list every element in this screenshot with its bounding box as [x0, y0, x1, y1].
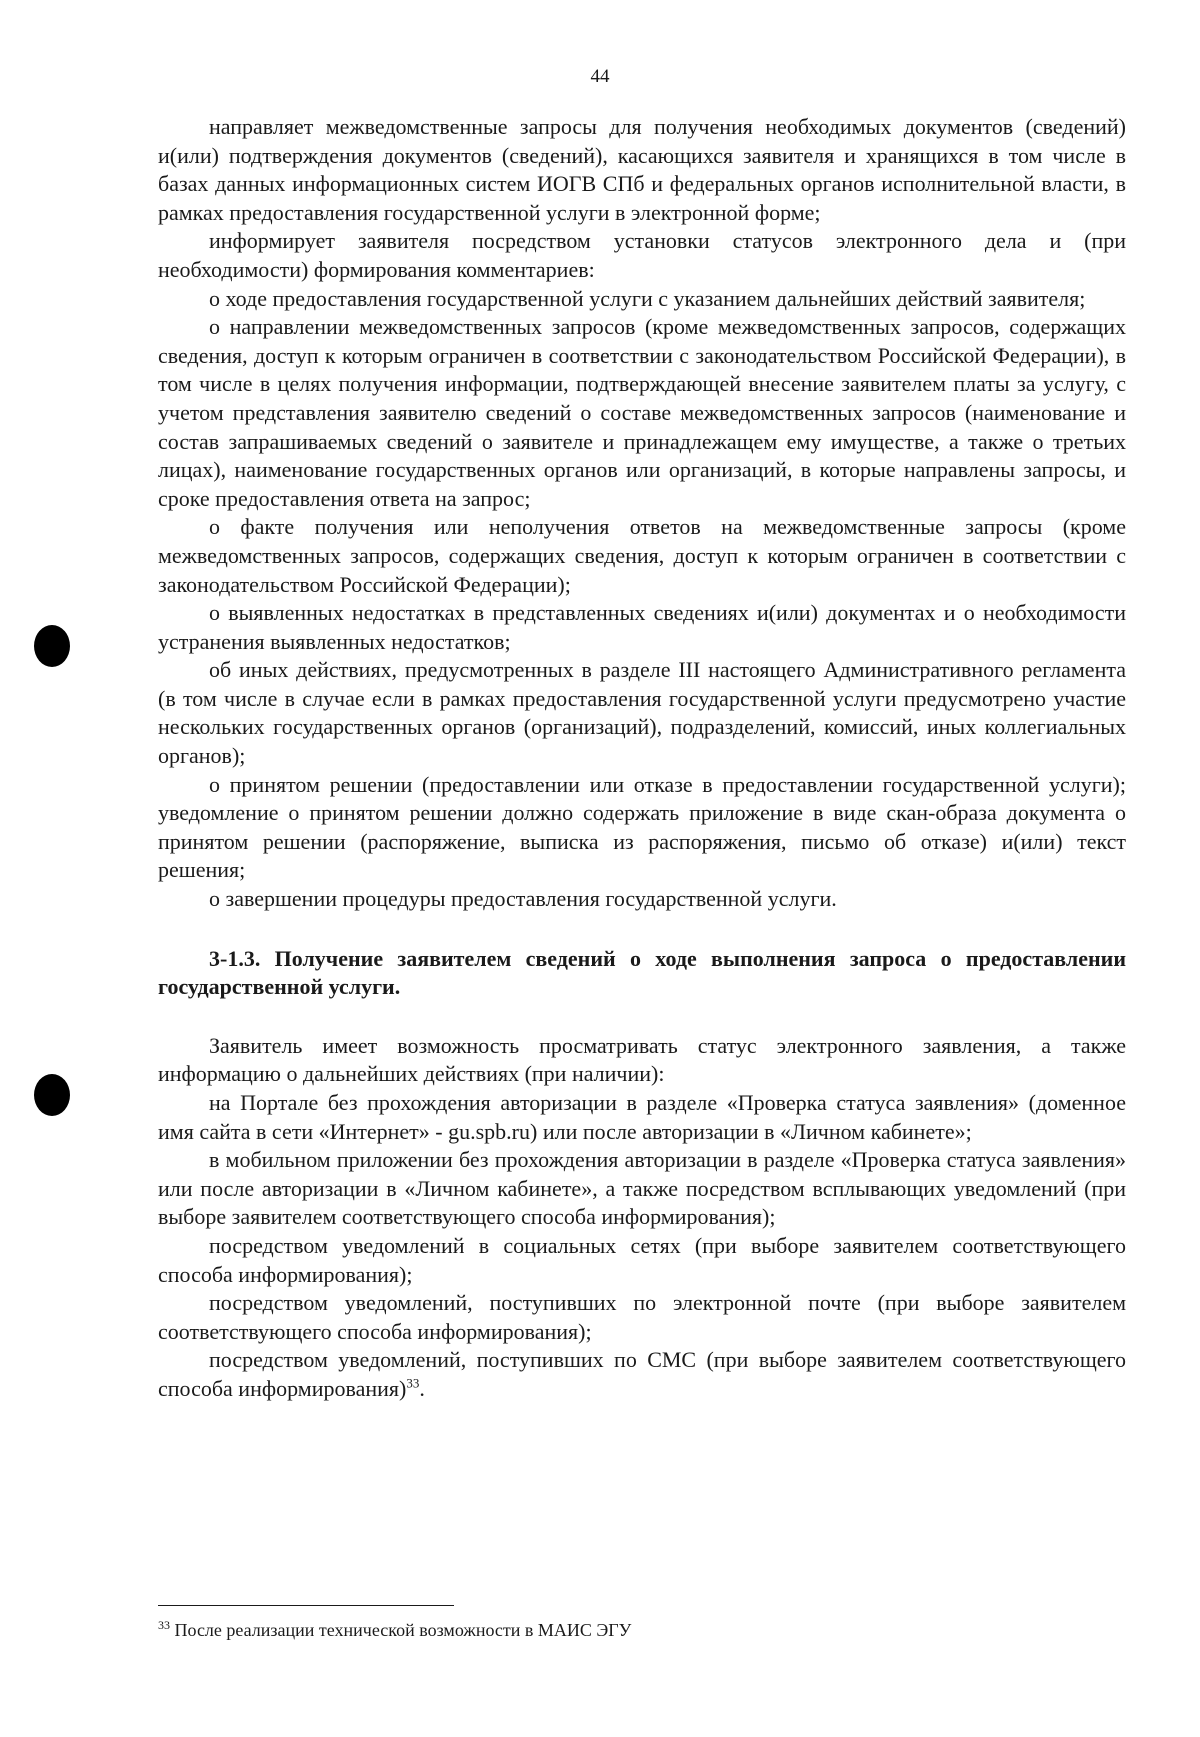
body-paragraph: на Портале без прохождения авторизации в разделе «Проверка статуса заявления» (доменное имя сайта в сети «Интернет» - gu.spb.ru) или после авторизации в «Личном кабинете»; — [158, 1090, 1126, 1144]
body-paragraph: Заявитель имеет возможность просматривать статус электронного заявления, а также информацию о дальнейших действиях (при наличии): — [158, 1032, 1126, 1087]
body-paragraph: в мобильном приложении без прохождения авторизации в разделе «Проверка статуса заявления» или после авторизации в «Личном кабинете», а также посредством всплывающих уведомлений (при выборе заявителем соответствующего способа информирования); — [158, 1147, 1126, 1230]
body-paragraph: направляет межведомственные запросы для получения необходимых документов (сведений) и(или) подтверждения документов (сведений), касающихся заявителя и хранящихся в том числе в базах данных информационных систем ИОГВ СПб и федеральных органов исполнительной власти, в рамках предоставления государственной услуги в электронной форме; — [158, 114, 1126, 225]
page-number: 44 — [590, 66, 610, 87]
footnote-reference: 33 — [406, 1375, 420, 1391]
body-paragraph: посредством уведомлений в социальных сетях (при выборе заявителем соответствующего способа информирования); — [158, 1232, 1126, 1287]
body-paragraph: об иных действиях, предусмотренных в разделе III настоящего Административного регламента (в том числе в случае если в рамках предоставления государственной услуги предусмотрено участие нескольких государственных органов (организаций), подразделений, комиссий, иных коллегиальных органов); — [158, 657, 1126, 769]
body-paragraph: о факте получения или неполучения ответов на межведомственные запросы (кроме межведомственных запросов, содержащих сведения, доступ к которым ограничен в соответствии с законодательством Российской Федерации); — [158, 514, 1126, 597]
body-paragraph: о направлении межведомственных запросов (кроме межведомственных запросов, содержащих сведения, доступ к которым ограничен в соответствии с законодательством Российской Федерации), в том числе в целях получения информации, подтверждающей внесение заявителем платы за услугу, с учетом представления заявителю сведений о составе межведомственных запросов (наименование и состав запрашиваемых сведений о заявителе и принадлежащем ему имуществе, а также о третьих лицах), наименование государственных органов или организаций, в которые направлены запросы, и сроке предоставления ответа на запрос; — [158, 314, 1126, 511]
body-paragraph: о принятом решении (предоставлении или отказе в предоставлении государственной услуги); уведомление о принятом решении должно содержать приложение в виде скан-образа документа о принятом решении (распоряжение, выписка из распоряжения, письмо об отказе) и(или) текст решения; — [158, 771, 1126, 883]
punch-hole-mark — [34, 625, 70, 667]
final-punctuation: . — [419, 1375, 425, 1401]
body-paragraph: о завершении процедуры предоставления государственной услуги. — [209, 886, 837, 912]
punch-hole-mark — [34, 1074, 70, 1116]
body-paragraph: посредством уведомлений, поступивших по электронной почте (при выборе заявителем соответствующего способа информирования); — [158, 1290, 1126, 1344]
body-paragraph: информирует заявителя посредством установки статусов электронного дела и (при необходимости) формирования комментариев: — [158, 228, 1126, 282]
last-paragraph-text: посредством уведомлений, поступивших по СМС (при выборе заявителем соответствующего способа информирования) — [158, 1347, 1126, 1401]
document-body — [158, 113, 1126, 1404]
footnote-separator — [158, 1605, 454, 1606]
body-paragraph: о выявленных недостатках в представленных сведениях и(или) документах и о необходимости устранения выявленных недостатков; — [158, 600, 1126, 654]
footnote — [158, 1618, 1126, 1642]
section-heading: 3-1.3. Получение заявителем сведений о ходе выполнения запроса о предоставлении государственной услуги. — [158, 945, 1126, 1000]
body-paragraph: о ходе предоставления государственной услуги с указанием дальнейших действий заявителя; — [209, 285, 1086, 311]
footnote-marker: 33 — [158, 1618, 170, 1632]
footnote-text: После реализации технической возможности в МАИС ЭГУ — [174, 1620, 632, 1640]
body-paragraph — [158, 1346, 1126, 1403]
